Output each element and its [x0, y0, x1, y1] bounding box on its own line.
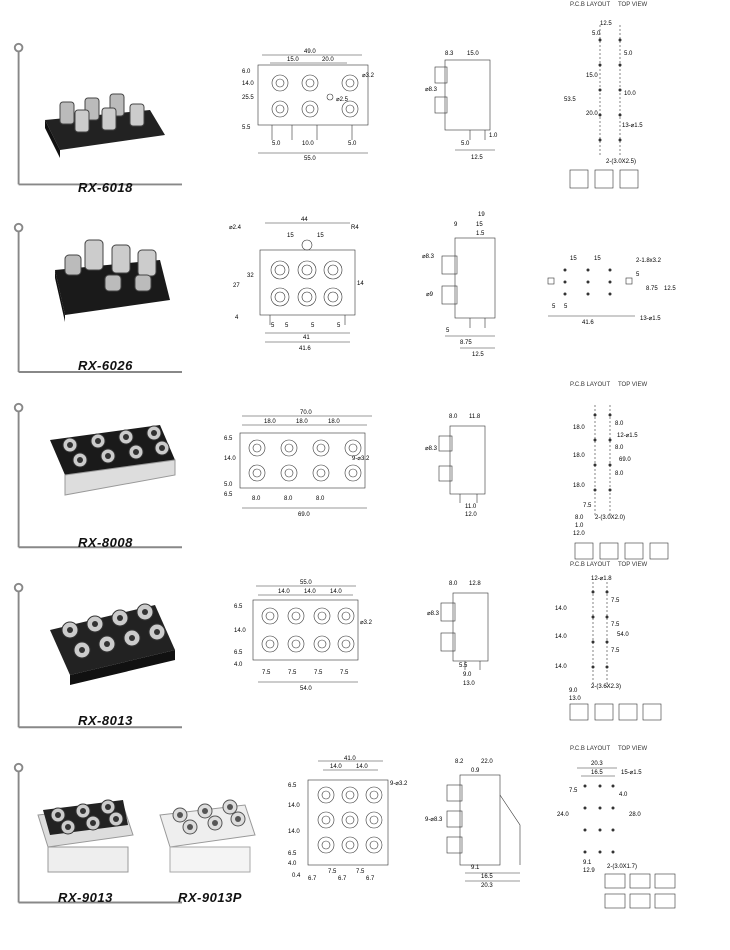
side-view-drawing — [425, 575, 505, 690]
pcb-dim: 5 — [636, 272, 640, 278]
pcb-dim: 8.0 — [615, 471, 624, 477]
pcb-holes: 13-⌀1.5 — [640, 316, 661, 322]
dim-pitch: 20.0 — [322, 57, 334, 63]
pcb-holes: 12-⌀1.8 — [591, 576, 612, 582]
dim-height: 14.0 — [242, 81, 254, 87]
dim-side-top: 0.9 — [471, 768, 480, 774]
dim-side-top: 19 — [478, 212, 485, 218]
connector-photo — [28, 775, 138, 885]
dim-width-top: 44 — [301, 217, 308, 223]
model-name: RX-9013 — [58, 890, 113, 905]
pcb-bottom: 12.0 — [573, 531, 585, 537]
dim-side-top: 8.2 — [455, 759, 464, 765]
dim-width-bottom: 69.0 — [298, 512, 310, 518]
front-view-drawing — [225, 215, 370, 355]
dim-side-bottom: 12.5 — [471, 155, 483, 160]
front-view-drawing — [222, 408, 382, 523]
dim-bottom: 7.5 — [314, 670, 323, 676]
pcb-bottom: 9.0 — [569, 688, 578, 694]
front-view-drawing — [228, 578, 378, 698]
pcb-dim: 20.0 — [586, 111, 598, 117]
connector-photo-p — [150, 775, 260, 885]
dim-pitch: 14.0 — [304, 589, 316, 595]
pcb-layout-label: P.C.B LAYOUT — [570, 2, 611, 8]
dim-pitch: 14.0 — [278, 589, 290, 595]
model-name-p: RX-9013P — [178, 890, 242, 905]
pcb-layout-label: P.C.B LAYOUT — [570, 746, 611, 752]
pcb-dim: 14.0 — [555, 634, 567, 640]
pcb-holes: 15-⌀1.5 — [621, 770, 642, 776]
dim-side-top: 12.8 — [469, 581, 481, 587]
dim-side-top: 1.5 — [476, 231, 485, 237]
dim-side-left: ⌀8.3 — [422, 254, 434, 260]
dim-height: 6.5 — [234, 604, 243, 610]
pcb-bottom: 9.1 — [583, 860, 592, 866]
pcb-bottom: 5 — [552, 304, 556, 310]
dim-center-hole: ⌀2.5 — [336, 97, 348, 103]
dim-side-top: 8.0 — [449, 414, 458, 420]
dim-hole: ⌀2.4 — [229, 225, 241, 231]
pcb-slots: 2-(3.0X1.7) — [607, 864, 638, 870]
pcb-dim: 7.5 — [611, 598, 620, 604]
dim-radius: R4 — [351, 225, 359, 231]
dim-pitch: 14.0 — [330, 764, 342, 770]
pcb-dim: 24.0 — [557, 812, 569, 818]
dim-pitch: 18.0 — [328, 419, 340, 425]
dim-hole: 9-⌀3.2 — [390, 781, 408, 787]
dim-bottom: 5 — [311, 323, 315, 329]
model-name: RX-6026 — [78, 358, 133, 373]
section-rx9013 — [0, 740, 730, 930]
dim-bottom: 5 — [271, 323, 275, 329]
model-name: RX-8013 — [78, 713, 133, 728]
dim-width-top: 49.0 — [304, 49, 316, 55]
dim-side-bottom: 5.5 — [459, 663, 468, 669]
front-view-drawing — [232, 45, 382, 160]
front-view-drawing — [278, 755, 418, 885]
dim-bottom: 6.7 — [366, 876, 375, 882]
connector-photo — [40, 590, 180, 695]
dim-bottom: 7.5 — [356, 869, 365, 875]
dim-height: 25.5 — [242, 95, 254, 101]
side-view-drawing — [420, 208, 510, 358]
top-view-label: TOP VIEW — [618, 562, 648, 568]
dim-height: 14.0 — [224, 456, 236, 462]
dim-height: 6.5 — [224, 492, 233, 498]
dim-side-bottom: 8.75 — [460, 340, 472, 346]
dim-pitch: 18.0 — [264, 419, 276, 425]
dim-side-left: ⌀8.3 — [425, 87, 437, 93]
section-rx8013 — [0, 560, 730, 740]
dim-side-bottom: 12.0 — [465, 512, 477, 518]
dim-side-bottom: 9.1 — [471, 865, 480, 871]
dim-height: 6.5 — [224, 436, 233, 442]
pcb-dim: 8.0 — [615, 421, 624, 427]
dim-bottom: 7.5 — [262, 670, 271, 676]
pcb-dim: 28.0 — [629, 812, 641, 818]
dim-bottom: 8.0 — [252, 496, 261, 502]
pcb-bottom: 13.0 — [569, 696, 581, 702]
model-name: RX-8008 — [78, 535, 133, 550]
pcb-dim: 53.5 — [564, 97, 576, 103]
dim-side-left: ⌀8.3 — [427, 611, 439, 617]
pcb-dim: 5.0 — [624, 51, 633, 57]
dim-height: 4.0 — [288, 861, 297, 867]
dim-side-bottom: 1.0 — [489, 133, 498, 139]
dim-height: 14.0 — [288, 803, 300, 809]
dim-side-bottom: 16.5 — [481, 874, 493, 880]
pcb-dim: 7.5 — [611, 648, 620, 654]
dim-height: 27 — [233, 283, 240, 289]
dim-height: 6.5 — [234, 650, 243, 656]
side-view-drawing — [425, 45, 510, 160]
pcb-bottom: 5 — [564, 304, 568, 310]
dim-side-bottom: 12.5 — [472, 352, 484, 358]
dim-pitch: 15.0 — [287, 57, 299, 63]
dim-bottom: 7.5 — [340, 670, 349, 676]
connector-photo — [40, 80, 170, 160]
section-rx6026 — [0, 200, 730, 380]
pcb-top: 20.3 — [591, 761, 603, 767]
pcb-dim: 18.0 — [573, 453, 585, 459]
dim-bottom: 5 — [285, 323, 289, 329]
dim-bottom: 5 — [337, 323, 341, 329]
dim-width-top: 41.0 — [344, 756, 356, 762]
dim-height: 4 — [235, 315, 239, 321]
dim-side-left: ⌀8.3 — [425, 446, 437, 452]
dim-bottom: 7.5 — [288, 670, 297, 676]
dim-pitch: 15 — [317, 233, 324, 239]
model-name: RX-6018 — [78, 180, 133, 195]
dim-hole: ⌀3.2 — [362, 73, 374, 79]
dim-bottom: 5.0 — [272, 141, 281, 147]
dim-width-bottom: 54.0 — [300, 686, 312, 692]
dim-height: 14.0 — [234, 628, 246, 634]
side-view-drawing — [425, 408, 505, 518]
dim-bottom: 8.0 — [316, 496, 325, 502]
dim-pitch: 14.0 — [356, 764, 368, 770]
dim-width-top: 55.0 — [300, 580, 312, 586]
pcb-layout-drawing — [560, 15, 670, 195]
pcb-layout-label: P.C.B LAYOUT — [570, 562, 611, 568]
dim-side-top: 9 — [454, 222, 458, 228]
pcb-dim: 14.0 — [555, 606, 567, 612]
dim-height: 6.5 — [288, 851, 297, 857]
dim-hole: 9-⌀3.2 — [352, 456, 370, 462]
dim-height: 5.0 — [224, 482, 233, 488]
pcb-bottom: 8.0 — [575, 515, 584, 521]
pcb-layout-label: P.C.B LAYOUT — [570, 382, 611, 388]
dim-side-bottom: 20.3 — [481, 883, 493, 889]
pcb-top: 12.5 — [600, 21, 612, 27]
pcb-layout-drawing — [540, 250, 680, 330]
pcb-slots: 2-(3.0X2.5) — [606, 159, 637, 165]
pcb-dim: 69.0 — [619, 457, 631, 463]
dim-bottom: 5.0 — [348, 141, 357, 147]
dim-side-top: 8.3 — [445, 51, 454, 57]
pcb-bottom: 7.5 — [583, 503, 592, 509]
dim-bottom: 8.0 — [284, 496, 293, 502]
dim-side-bottom: 9.0 — [463, 672, 472, 678]
section-rx8008 — [0, 380, 730, 560]
pcb-dim: 18.0 — [573, 425, 585, 431]
pcb-dim: 18.0 — [573, 483, 585, 489]
pcb-slots: 2-(3.6X2.3) — [591, 684, 622, 690]
dim-side-bottom: 5.0 — [461, 141, 470, 147]
pcb-layout-drawing — [555, 395, 675, 570]
dim-side-left: 9-⌀8.3 — [425, 817, 443, 823]
dim-side-bottom: 13.0 — [463, 681, 475, 687]
dim-height: 5.5 — [242, 125, 251, 131]
pcb-dim: 54.0 — [617, 632, 629, 638]
dim-side-top: 15 — [476, 222, 483, 228]
dim-width-top: 70.0 — [300, 410, 312, 416]
dim-side-left: ⌀9 — [426, 292, 433, 298]
pcb-dim: 5.0 — [592, 31, 601, 37]
dim-bottom: 7.5 — [328, 869, 337, 875]
pcb-top: 16.5 — [591, 770, 603, 776]
pcb-dim: 4.0 — [619, 792, 628, 798]
side-view-drawing — [425, 755, 535, 890]
dim-bottom: 0.4 — [292, 873, 301, 879]
pcb-holes: 12-⌀1.5 — [617, 433, 638, 439]
pcb-dim: 10.0 — [624, 91, 636, 97]
dim-width-bottom: 55.0 — [304, 156, 316, 160]
dim-side-top: 15.0 — [467, 51, 479, 57]
dim-height: 6.5 — [288, 783, 297, 789]
dim-height: 14 — [357, 281, 364, 287]
pcb-slots: 2-1.8x3.2 — [636, 258, 662, 264]
pcb-bottom: 1.0 — [575, 523, 584, 529]
pcb-bottom: 41.6 — [582, 320, 594, 326]
dim-side-bottom: 11.0 — [465, 504, 477, 510]
dim-pitch: 15 — [287, 233, 294, 239]
pcb-layout-drawing — [555, 572, 675, 732]
dim-width-mid: 41 — [303, 335, 310, 341]
dim-pitch: 18.0 — [296, 419, 308, 425]
dim-height: 14.0 — [288, 829, 300, 835]
dim-side-top: 11.8 — [469, 414, 481, 420]
pcb-dim: 15.0 — [586, 73, 598, 79]
dim-side-top: 22.0 — [481, 759, 493, 765]
dim-bottom: 6.7 — [308, 876, 317, 882]
pcb-holes: 13-⌀1.5 — [622, 123, 643, 129]
pcb-dim: 8.75 — [646, 286, 658, 292]
connector-photo — [40, 230, 180, 340]
dim-side-top: 8.0 — [449, 581, 458, 587]
pcb-top: 15 — [570, 256, 577, 262]
dim-pitch: 14.0 — [330, 589, 342, 595]
dim-width-bottom: 41.6 — [299, 346, 311, 352]
top-view-label: TOP VIEW — [618, 746, 648, 752]
pcb-dim: 14.0 — [555, 664, 567, 670]
top-view-label: TOP VIEW — [618, 2, 648, 8]
pcb-slots: 2-(3.0X2.0) — [595, 515, 626, 521]
pcb-top: 15 — [594, 256, 601, 262]
pcb-dim: 7.5 — [611, 622, 620, 628]
section-rx6018 — [0, 0, 730, 200]
top-view-label: TOP VIEW — [618, 382, 648, 388]
pcb-dim: 8.0 — [615, 445, 624, 451]
pcb-bottom: 12.9 — [583, 868, 595, 874]
dim-bottom: 10.0 — [302, 141, 314, 147]
dim-height: 32 — [247, 273, 254, 279]
dim-side-bottom: 5 — [446, 328, 450, 334]
dim-height: 6.0 — [242, 69, 251, 75]
pcb-dim: 12.5 — [664, 286, 676, 292]
pcb-layout-drawing — [555, 756, 685, 921]
dim-bottom: 6.7 — [338, 876, 347, 882]
dim-hole: ⌀3.2 — [360, 620, 372, 626]
dim-height: 4.0 — [234, 662, 243, 668]
pcb-dim: 7.5 — [569, 788, 578, 794]
connector-photo — [40, 415, 180, 510]
